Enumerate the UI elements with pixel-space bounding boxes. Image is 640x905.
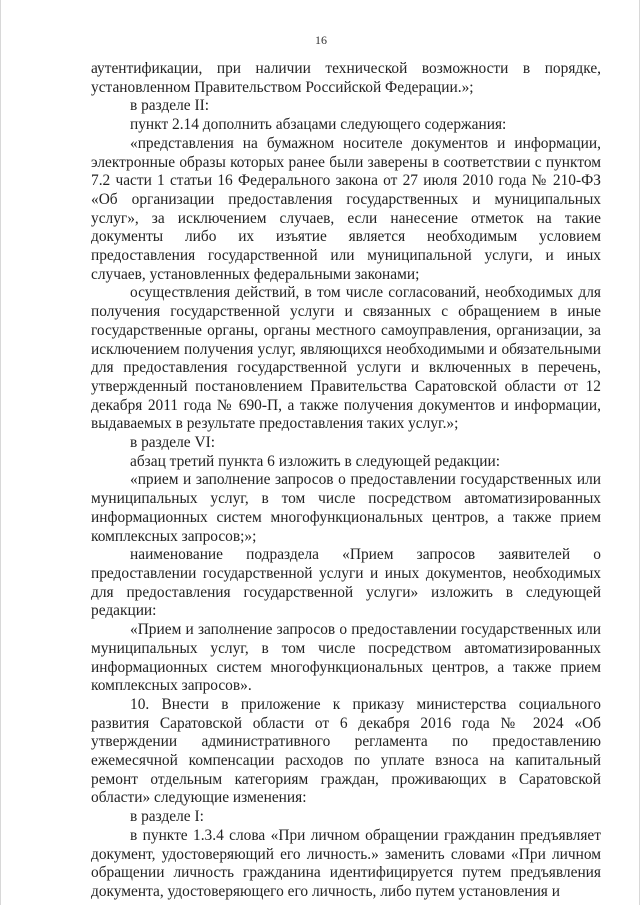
paragraph-2: в разделе II: — [130, 97, 209, 115]
paragraph-3: пункт 2.14 дополнить абзацами следующего содержания: — [130, 116, 507, 134]
paragraph-8: «прием и заполнение запросов о предоставлении государственных или муниципальных услуг, в том числе посредством автоматизированных информационных систем многофункциональных центров, а также прием комплексных запросов;»; — [91, 471, 601, 545]
page-number: 16 — [315, 33, 327, 47]
paragraph-1: аутентификации, при наличии технической возможности в порядке, установленном Правительством Российской Федерации.»; — [91, 60, 601, 96]
paragraph-11: 10. Внести в приложение к приказу министерства социального развития Саратовской области от 6 декабря 2016 года № 2024 «Об утверждении административного регламента по предоставлению ежемесячной компенсации расходов по уплате взноса на капитальный ремонт отдельным категориям граждан, проживающих в Саратовской области» следующие изменения: — [91, 695, 601, 807]
paragraph-7: абзац третий пункта 6 изложить в следующей редакции: — [130, 452, 500, 470]
paragraph-12: в разделе I: — [130, 808, 204, 826]
paragraph-6: в разделе VI: — [130, 434, 215, 452]
paragraph-5: осуществления действий, в том числе согласований, необходимых для получения государственной услуги и связанных с обращением в иные государственные органы, органы местного самоуправления, организации, за исключением получения услуг, являющихся необходимыми и обязательными для предоставления государственной услуги и включенных в перечень, утвержденный постановлением Правительства Саратовской области от 12 декабря 2011 года № 690-П, а также получения документов и информации, выдаваемых в результате предоставления таких услуг.»; — [91, 284, 601, 433]
paragraph-4: «представления на бумажном носителе документов и информации, электронные образы которых ранее были заверены в соответствии с пунктом 7.2 части 1 статьи 16 Федерального закона от 27 июля 2010 года № 210-ФЗ «Об организации предоставления государственных и муниципальных услуг», за исключением случаев, если нанесение отметок на такие документы либо их изъятие является необходимым условием предоставления государственной или муниципальной услуги, и иных случаев, установленных федеральными законами; — [91, 134, 601, 283]
paragraph-10: «Прием и заполнение запросов о предоставлении государственных или муниципальных услуг, в том числе посредством автоматизированных информационных систем многофункциональных центров, а также прием комплексных запросов». — [91, 621, 601, 695]
paragraph-9: наименование подраздела «Прием запросов заявителей о предоставлении государственной услуги и иных документов, необходимых для предоставления государственной услуги» изложить в следующей редакции: — [91, 546, 601, 620]
document-body — [91, 60, 601, 902]
paragraph-13: в пункте 1.3.4 слова «При личном обращении гражданин предъявляет документ, удостоверяющий его личность.» заменить словами «При личном обращении личность гражданина идентифицируется путем предъявления документа, удостоверяющего его личность, либо путем установления и — [91, 826, 601, 900]
